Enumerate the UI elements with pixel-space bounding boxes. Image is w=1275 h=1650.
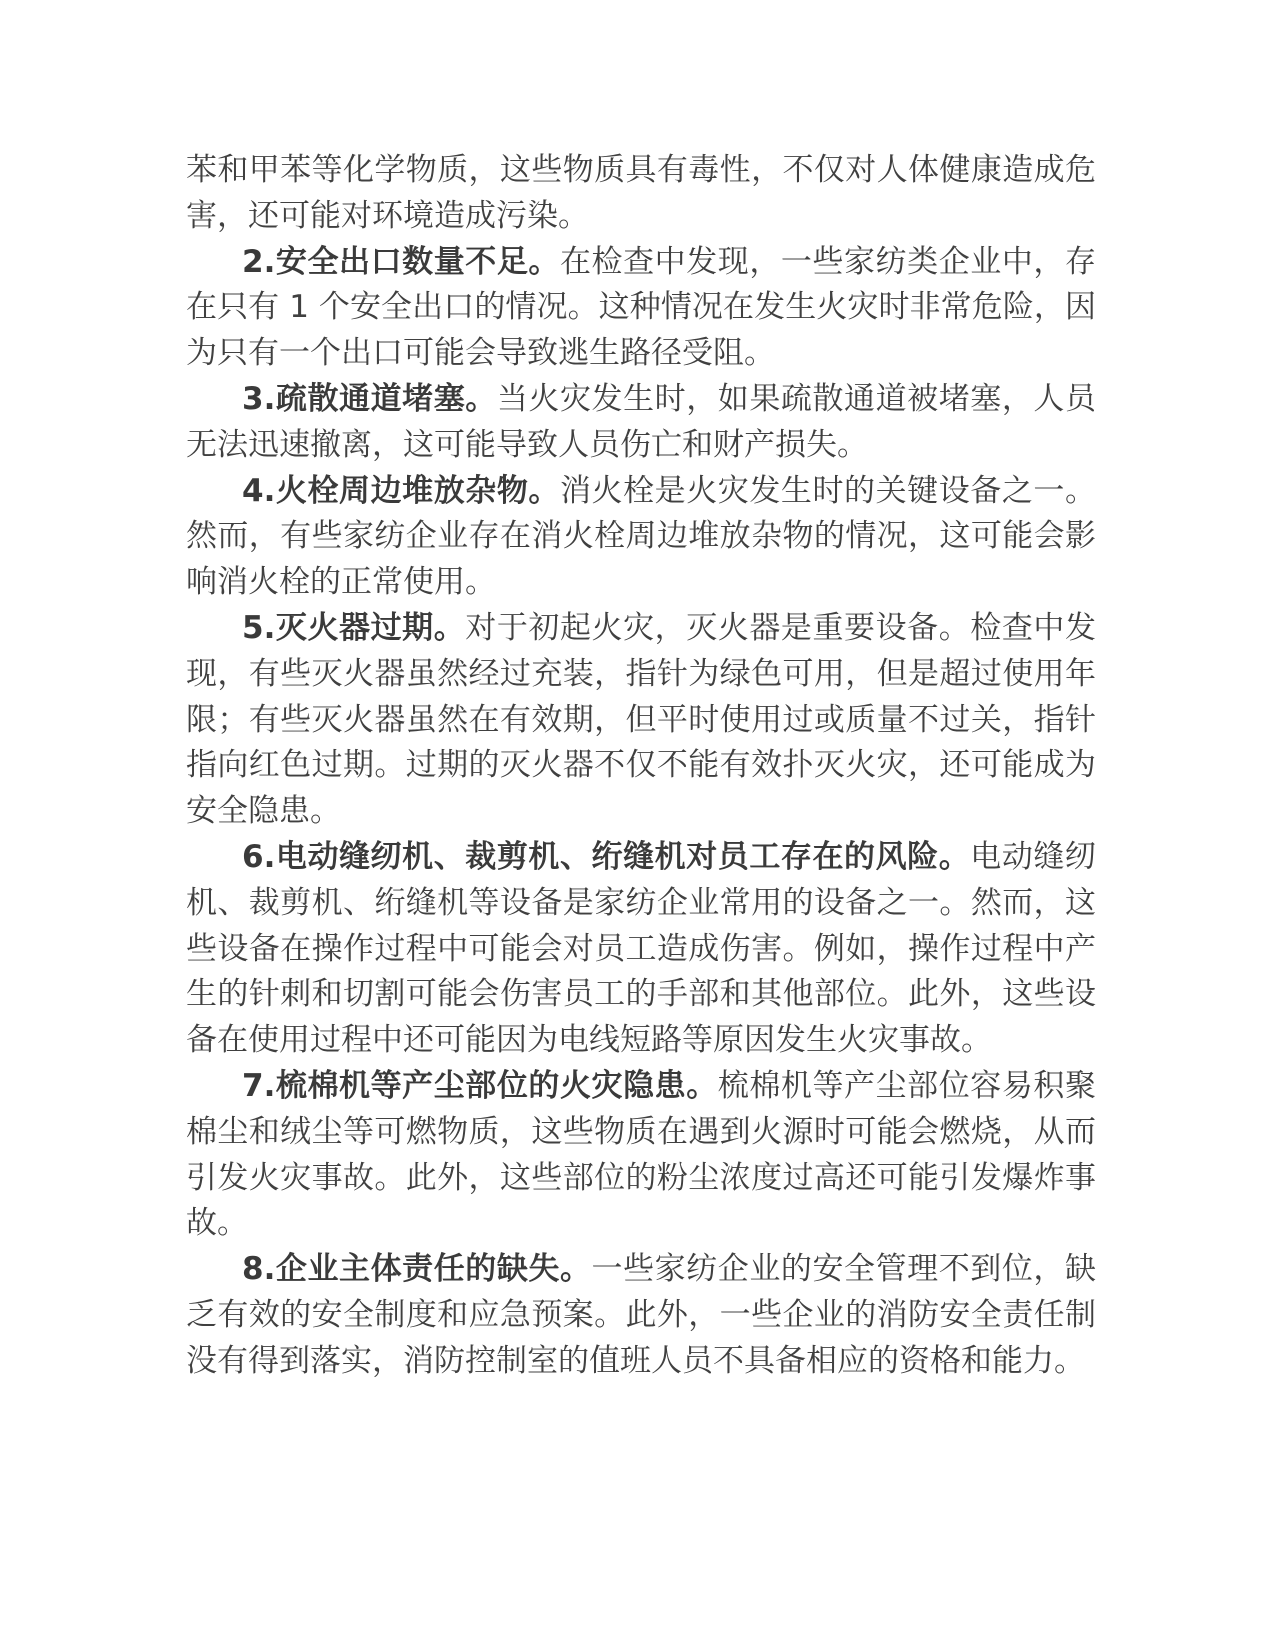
item-body-5: 对于初起火灾，灭火器是重要设备。检查中发现，有些灭火器虽然经过充装，指针为绿色可用，但是超过使用年限；有些灭火器虽然在有效期，但平时使用过或质量不过关，指针指向红色过期。过期的灭火器不仅不能有效扑灭火灾，还可能成为安全隐患。 [186,609,1096,830]
item-paragraph-8 [186,1247,1096,1384]
item-body-8: 一些家纺企业的安全管理不到位，缺乏有效的安全制度和应急预案。此外，一些企业的消防安全责任制没有得到落实，消防控制室的值班人员不具备相应的资格和能力。 [186,1251,1096,1379]
item-body-3: 当火灾发生时，如果疏散通道被堵塞，人员无法迅速撤离，这可能导致人员伤亡和财产损失。 [186,380,1096,463]
item-body-7: 梳棉机等产尘部位容易积聚棉尘和绒尘等可燃物质，这些物质在遇到火源时可能会燃烧，从而引发火灾事故。此外，这些部位的粉尘浓度过高还可能引发爆炸事故。 [186,1067,1096,1242]
item-heading-7: 7.梳棉机等产尘部位的火灾隐患。 [242,1067,718,1104]
item-body-2: 在检查中发现，一些家纺类企业中，存在只有 1 个安全出口的情况。这种情况在发生火灾时非常危险，因为只有一个出口可能会导致逃生路径受阻。 [186,243,1096,372]
intro-paragraph [186,148,1096,240]
item-paragraph-5 [186,606,1096,835]
item-paragraph-2 [186,240,1096,377]
intro-text: 苯和甲苯等化学物质，这些物质具有毒性，不仅对人体健康造成危害，还可能对环境造成污染。 [186,152,1096,234]
item-paragraph-4 [186,469,1096,606]
document-body [186,148,1096,1385]
item-paragraph-3 [186,377,1096,469]
item-body-4: 消火栓是火灾发生时的关键设备之一。然而，有些家纺企业存在消火栓周边堆放杂物的情况，这可能会影响消火栓的正常使用。 [186,472,1096,601]
item-body-6: 电动缝纫机、裁剪机、绗缝机等设备是家纺企业常用的设备之一。然而，这些设备在操作过程中可能会对员工造成伤害。例如，操作过程中产生的针刺和切割可能会伤害员工的手部和其他部位。此外，这些设备在使用过程中还可能因为电线短路等原因发生火灾事故。 [186,838,1096,1059]
item-paragraph-7 [186,1064,1096,1247]
item-heading-8: 8.企业主体责任的缺失。 [242,1251,592,1288]
item-heading-6: 6.电动缝纫机、裁剪机、绗缝机对员工存在的风险。 [242,838,971,875]
item-heading-4: 4.火栓周边堆放杂物。 [242,472,560,509]
item-heading-3: 3.疏散通道堵塞。 [242,380,497,417]
item-heading-5: 5.灭火器过期。 [242,609,466,646]
item-heading-2: 2.安全出口数量不足。 [242,243,560,280]
item-paragraph-6 [186,835,1096,1064]
